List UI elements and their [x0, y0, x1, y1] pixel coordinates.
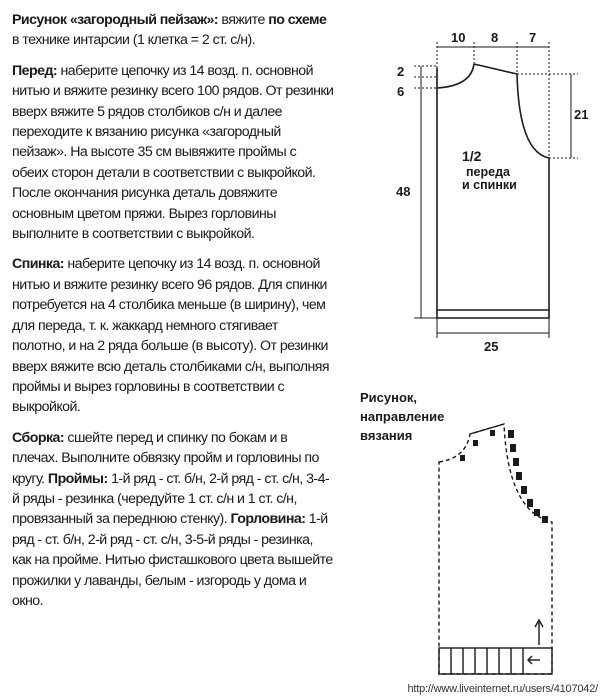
dim-neck-drop: 2: [397, 64, 405, 79]
paragraph-back: Спинка: наберите цепочку из 14 возд. п. основной нитью и вяжите резинку всего 96 рядов. Для спинки потребуется на 4 столбика меньше (в ширину), чем для переда, т. к. жаккард немного стягивает полотно, и на 2 ряда больше (в высоту). От резинки вверх вяжите всю деталь столбиками с/н, выполняя проймы и вырез горловины в соответствии с выкройкой.: [12, 256, 330, 416]
svg-text:переда: переда: [466, 165, 510, 179]
shoulder-line: [474, 64, 517, 74]
dim-shoulder-width: 8: [491, 30, 499, 45]
paragraph-title: Сборка:: [12, 429, 65, 446]
dim-bottom-width: 25: [484, 339, 499, 354]
armhole-binding-pattern: [460, 430, 548, 523]
dim-armhole-depth: 21: [574, 107, 589, 122]
dimension-labels: [396, 30, 588, 354]
ribbing-band: [439, 648, 552, 674]
armhole-curve: [517, 74, 549, 158]
svg-text:и спинки: и спинки: [462, 178, 517, 192]
neckline-curve: [437, 64, 474, 88]
dim-neck-depth: 6: [397, 84, 405, 99]
direction-diagram: [439, 424, 552, 674]
svg-text:1/2: 1/2: [462, 148, 482, 164]
svg-text:Рисунок,: Рисунок,: [360, 390, 418, 405]
direction-diagram-title: [360, 390, 444, 443]
dim-armhole-width: 7: [529, 30, 537, 45]
pattern-label: [462, 148, 517, 192]
paragraph-front: Перед: наберите цепочку из 14 возд. п. основной нитью и вяжите резинку всего 100 рядов. От резинки вверх вяжите 5 рядов столбиков с/н и далее переходите к вязанию рисунка «загородный пейзаж». На высоте 35 см вывяжите проймы с обеих сторон детали в соответствии с выкройкой. После окончания рисунка деталь довяжите основным цветом пряжи. Вырез горловины выполните в соответствии с выкройкой.: [12, 62, 334, 243]
svg-text:вязания: вязания: [360, 428, 413, 443]
dim-neck-width: 10: [451, 30, 466, 45]
dim-total-height: 48: [396, 184, 411, 199]
paragraph-pattern-picture: Рисунок «загородный пейзаж»: вяжите по схеме в технике интарсии (1 клетка = 2 ст. с/н).: [12, 12, 327, 49]
direction-outline: [439, 424, 552, 674]
paragraph-title: Перед:: [12, 62, 58, 79]
watermark-url: http://www.liveinternet.ru/users/4107042/: [407, 683, 598, 695]
paragraph-title: Спинка:: [12, 256, 64, 273]
side-and-hem-lines: [437, 88, 549, 318]
paragraph-title: Рисунок «загородный пейзаж»:: [12, 12, 218, 28]
svg-text:направление: направление: [360, 409, 445, 424]
paragraph-assembly: Сборка: сшейте перед и спинку по бокам и в плечах. Выполните обвязку пройм и горловины по кругу. Проймы: 1-й ряд - ст. б/н, 2-й ряд - ст. с/н, 3-4-й ряды - резинка (чередуйте 1 ст. с/н и 1 ст. с/н, провязанный за переднюю стенку). Горловина: 1-й ряд - ст. б/н, 2-й ряд - ст. с/н, 3-5-й ряды - резинка, как на пройме. Нитью фисташкового цвета вышейте прожилки у лаванды, белым - изгородь у дома и окно.: [12, 429, 333, 609]
